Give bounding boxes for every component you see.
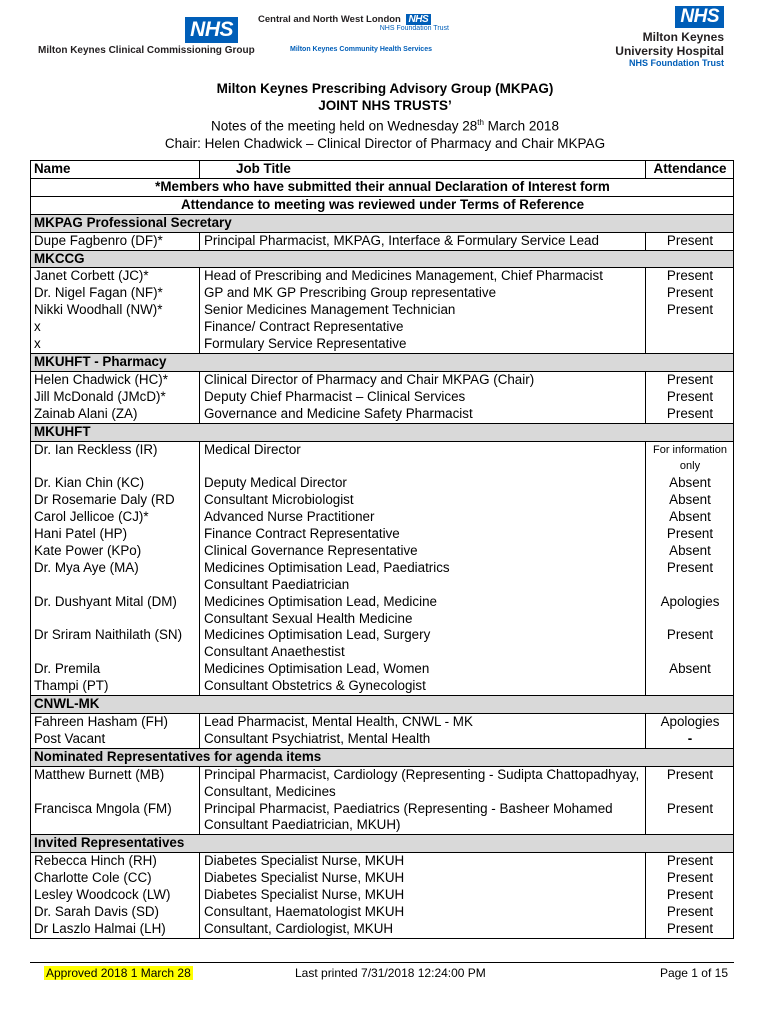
member-name: Kate Power (KPo) [31, 543, 200, 560]
ccg-name: Milton Keynes Clinical Commissioning Group [38, 45, 255, 56]
member-name: Francisca Mngola (FM) [31, 801, 200, 835]
member-job-title: Clinical Governance Representative [200, 543, 646, 560]
ccg-logo [38, 17, 255, 56]
member-job-title: Diabetes Specialist Nurse, MKUH [200, 853, 646, 870]
member-attendance: Absent [646, 661, 734, 695]
table-note-row [31, 196, 734, 214]
table-row [31, 336, 734, 353]
nhs-logo: NHS [675, 6, 724, 28]
table-note: *Members who have submitted their annual Declaration of Interest form [31, 178, 734, 196]
mkuh-trust: NHS Foundation Trust [629, 58, 724, 68]
nhs-logo: NHS [185, 17, 238, 43]
member-name: Dr. Mya Aye (MA) [31, 560, 200, 594]
section-title: MKUHFT [31, 423, 734, 441]
table-row [31, 492, 734, 509]
member-attendance: Present [646, 853, 734, 870]
table-note-row [31, 178, 734, 196]
member-attendance: Present [646, 232, 734, 250]
member-attendance: Present [646, 904, 734, 921]
member-job-title: Head of Prescribing and Medicines Management, Chief Pharmacist [200, 268, 646, 285]
table-note: Attendance to meeting was reviewed under Terms of Reference [31, 196, 734, 214]
member-job-title: Clinical Director of Pharmacy and Chair MKPAG (Chair) [200, 371, 646, 388]
member-name: Carol Jellicoe (CJ)* [31, 509, 200, 526]
section-title: Nominated Representatives for agenda items [31, 748, 734, 766]
member-attendance: Absent [646, 492, 734, 509]
section-header-row [31, 835, 734, 853]
member-job-title: Deputy Medical Director [200, 475, 646, 492]
table-row [31, 441, 734, 475]
attendance-table [30, 160, 734, 939]
last-printed: Last printed 7/31/2018 12:24:00 PM [295, 966, 486, 980]
member-name: Hani Patel (HP) [31, 526, 200, 543]
table-row [31, 475, 734, 492]
member-attendance: For information only [646, 441, 734, 475]
member-name: Janet Corbett (JC)* [31, 268, 200, 285]
member-job-title: Finance Contract Representative [200, 526, 646, 543]
table-row [31, 268, 734, 285]
member-name: Rebecca Hinch (RH) [31, 853, 200, 870]
header-logos [0, 0, 770, 75]
member-attendance: Present [646, 766, 734, 800]
member-job-title: Formulary Service Representative [200, 336, 646, 353]
member-job-title: Diabetes Specialist Nurse, MKUH [200, 887, 646, 904]
section-title: Invited Representatives [31, 835, 734, 853]
member-name: Lesley Woodcock (LW) [31, 887, 200, 904]
page-number: Page 1 of 15 [659, 966, 728, 980]
table-row [31, 319, 734, 336]
member-name: Jill McDonald (JMcD)* [31, 389, 200, 406]
member-name: Fahreen Hasham (FH) [31, 714, 200, 731]
member-name: Dr Sriram Naithilath (SN) [31, 627, 200, 661]
mkuh-name-line2: University Hospital [615, 44, 724, 58]
section-header-row [31, 353, 734, 371]
table-row [31, 921, 734, 938]
member-name: Helen Chadwick (HC)* [31, 371, 200, 388]
table-row [31, 853, 734, 870]
member-job-title: Finance/ Contract Representative [200, 319, 646, 336]
table-row [31, 543, 734, 560]
member-job-title: Consultant, Haematologist MKUH [200, 904, 646, 921]
member-name: Matthew Burnett (MB) [31, 766, 200, 800]
section-header-row [31, 696, 734, 714]
nhs-logo: NHS [406, 14, 432, 25]
member-name: Dr. Premila Thampi (PT) [31, 661, 200, 695]
member-name: x [31, 336, 200, 353]
member-job-title: GP and MK GP Prescribing Group representative [200, 285, 646, 302]
member-job-title: Principal Pharmacist, MKPAG, Interface & Formulary Service Lead [200, 232, 646, 250]
section-header-row [31, 250, 734, 268]
section-title: MKPAG Professional Secretary [31, 214, 734, 232]
member-attendance: Present [646, 268, 734, 285]
member-attendance: Present [646, 921, 734, 938]
member-name: Dr. Ian Reckless (IR) [31, 441, 200, 475]
table-row [31, 389, 734, 406]
member-job-title: Medical Director [200, 441, 646, 475]
member-name: Dupe Fagbenro (DF)* [31, 232, 200, 250]
section-title: CNWL-MK [31, 696, 734, 714]
member-job-title: Medicines Optimisation Lead, Paediatrics Consultant Paediatrician [200, 560, 646, 594]
approved-date: Approved 2018 1 March 28 [46, 966, 191, 980]
member-attendance: Present [646, 627, 734, 661]
member-job-title: Deputy Chief Pharmacist – Clinical Services [200, 389, 646, 406]
member-attendance: Present [646, 526, 734, 543]
table-row [31, 371, 734, 388]
meeting-date: Notes of the meeting held on Wednesday 28th March 2018 [211, 118, 559, 134]
document-heading [0, 80, 770, 152]
table-row [31, 509, 734, 526]
member-attendance: - [646, 731, 734, 748]
section-header-row [31, 423, 734, 441]
cnwl-logo [258, 14, 453, 53]
member-job-title: Governance and Medicine Safety Pharmacist [200, 406, 646, 423]
member-name: Charlotte Cole (CC) [31, 870, 200, 887]
document-subtitle: JOINT NHS TRUSTS’ [318, 98, 452, 113]
member-job-title: Principal Pharmacist, Cardiology (Representing - Sudipta Chattopadhyay, Consultant, Medicines [200, 766, 646, 800]
table-row [31, 887, 734, 904]
member-name: Dr. Dushyant Mital (DM) [31, 594, 200, 628]
header-name: Name [31, 161, 200, 179]
member-name: Dr. Sarah Davis (SD) [31, 904, 200, 921]
table-row [31, 870, 734, 887]
member-attendance: Apologies [646, 594, 734, 628]
member-attendance: Absent [646, 475, 734, 492]
member-name: x [31, 319, 200, 336]
table-row [31, 232, 734, 250]
member-name: Dr Rosemarie Daly (RD [31, 492, 200, 509]
page-footer [30, 962, 734, 983]
member-attendance: Apologies [646, 714, 734, 731]
table-row [31, 594, 734, 628]
member-job-title: Principal Pharmacist, Paediatrics (Representing - Basheer Mohamed Consultant Paediatrician, MKUH) [200, 801, 646, 835]
mkuh-logo [584, 6, 724, 68]
member-name: Nikki Woodhall (NW)* [31, 302, 200, 319]
member-job-title: Medicines Optimisation Lead, Medicine Consultant Sexual Health Medicine [200, 594, 646, 628]
member-attendance: Present [646, 406, 734, 423]
table-row [31, 560, 734, 594]
member-job-title: Consultant Psychiatrist, Mental Health [200, 731, 646, 748]
table-row [31, 904, 734, 921]
meeting-chair: Chair: Helen Chadwick – Clinical Director of Pharmacy and Chair MKPAG [164, 135, 606, 151]
table-row [31, 661, 734, 695]
member-attendance: Present [646, 285, 734, 302]
mkuh-name-line1: Milton Keynes [642, 30, 724, 44]
member-attendance: Present [646, 801, 734, 835]
section-header-row [31, 748, 734, 766]
cnwl-service: Milton Keynes Community Health Services [290, 46, 432, 53]
table-row [31, 714, 734, 731]
section-title: MKUHFT - Pharmacy [31, 353, 734, 371]
member-job-title: Senior Medicines Management Technician [200, 302, 646, 319]
member-attendance: Absent [646, 509, 734, 526]
document-title: Milton Keynes Prescribing Advisory Group (MKPAG) [216, 81, 554, 96]
member-attendance: Absent [646, 543, 734, 560]
section-header-row [31, 214, 734, 232]
table-row [31, 801, 734, 835]
member-job-title: Diabetes Specialist Nurse, MKUH [200, 870, 646, 887]
header-attendance: Attendance [646, 161, 734, 179]
member-name: Zainab Alani (ZA) [31, 406, 200, 423]
table-row [31, 627, 734, 661]
member-name: Dr. Nigel Fagan (NF)* [31, 285, 200, 302]
cnwl-trust: NHS Foundation Trust [379, 25, 449, 32]
table-header-row [31, 161, 734, 179]
header-job-title: Job Title [200, 161, 646, 179]
table-row [31, 406, 734, 423]
member-attendance: Present [646, 560, 734, 594]
member-attendance: Present [646, 887, 734, 904]
member-job-title: Medicines Optimisation Lead, Women Consultant Obstetrics & Gynecologist [200, 661, 646, 695]
member-job-title: Advanced Nurse Practitioner [200, 509, 646, 526]
member-attendance [646, 336, 734, 353]
member-attendance: Present [646, 302, 734, 319]
table-row [31, 302, 734, 319]
section-title: MKCCG [31, 250, 734, 268]
member-name: Post Vacant [31, 731, 200, 748]
table-row [31, 731, 734, 748]
member-job-title: Consultant, Cardiologist, MKUH [200, 921, 646, 938]
member-attendance [646, 319, 734, 336]
member-job-title: Medicines Optimisation Lead, Surgery Consultant Anaethestist [200, 627, 646, 661]
member-attendance: Present [646, 389, 734, 406]
table-row [31, 766, 734, 800]
member-job-title: Lead Pharmacist, Mental Health, CNWL - MK [200, 714, 646, 731]
member-name: Dr. Kian Chin (KC) [31, 475, 200, 492]
cnwl-name: Central and North West London [258, 14, 401, 25]
member-name: Dr Laszlo Halmai (LH) [31, 921, 200, 938]
member-attendance: Present [646, 870, 734, 887]
table-row [31, 526, 734, 543]
member-job-title: Consultant Microbiologist [200, 492, 646, 509]
member-attendance: Present [646, 371, 734, 388]
table-row [31, 285, 734, 302]
